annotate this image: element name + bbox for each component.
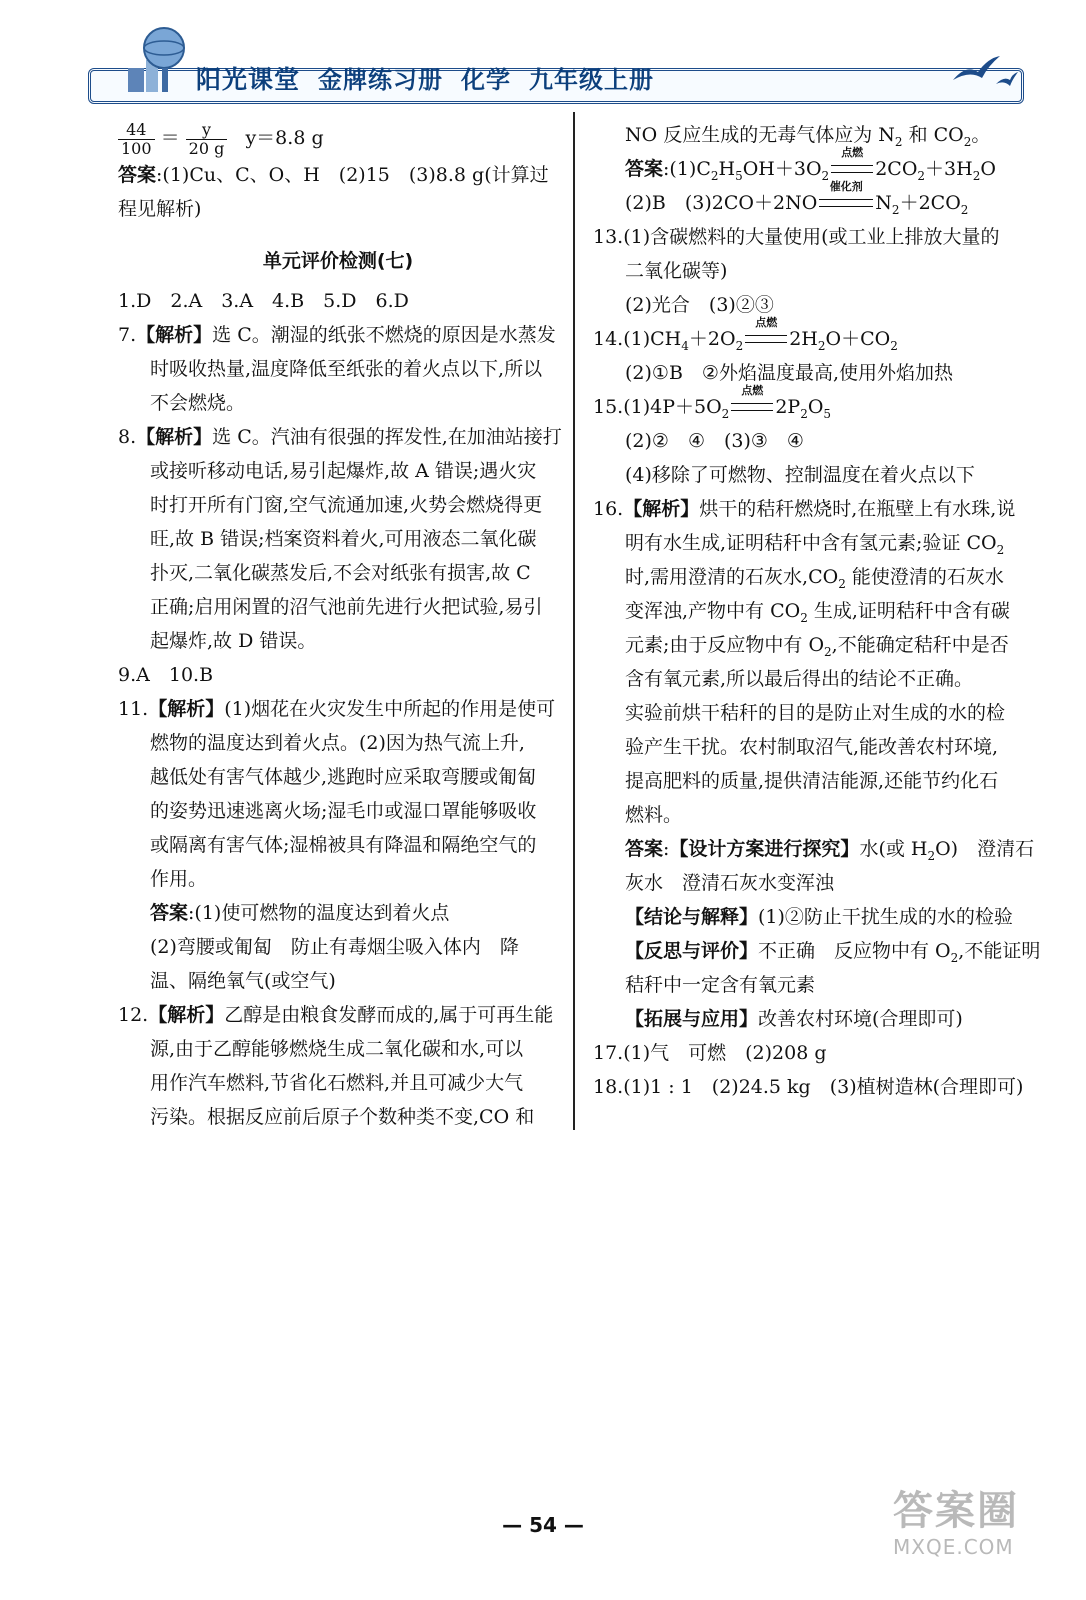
text: N (875, 192, 892, 214)
text: O (980, 158, 996, 180)
text-line: 实验前烘干秸秆的目的是防止对生成的水的检 (625, 702, 1006, 724)
text-line: 时,需用澄清的石灰水$,CO_2$ 能使澄清的石灰水 (625, 566, 1004, 591)
answers-9-10: 9.A 10.B (118, 664, 214, 686)
q14-equation: $14.(1)CH_4+2O_2$ 点燃 $2H_2O+CO_2$ (593, 316, 898, 353)
text: :(1)C (663, 158, 711, 180)
question-number: 12. (118, 1004, 149, 1026)
text: 生成,证明秸秆中含有碳 (807, 600, 1010, 622)
text: O) 澄清石 (935, 838, 1035, 860)
text-line: 起爆炸,故 D 错误。 (150, 630, 317, 652)
q13-line: 13.(1)含碳燃料的大量使用(或工业上排放大量的 (593, 226, 1000, 248)
section-title: 单元评价检测(七) (262, 250, 414, 272)
text-line: 用作汽车燃料,节省化石燃料,并且可减少大气 (150, 1072, 524, 1094)
text-line: 灰水 澄清石灰水变浑浊 (625, 872, 835, 894)
text: 能使澄清的石灰水 (845, 566, 1004, 588)
birds-icon (948, 50, 1018, 90)
reaction-condition: 点燃 (755, 316, 778, 329)
text-line: 提高肥料的质量,提供清洁能源,还能节约化石 (625, 770, 999, 792)
text: H (718, 158, 736, 180)
text-line: 或隔离有害气体;湿棉被具有降温和隔绝空气的 (150, 834, 537, 856)
q12-line (118, 998, 558, 1032)
text-line: 明有水生成,证明秸秆中含有氢元素;验证 $CO_2$ (625, 532, 1005, 557)
text: OH＋3O (742, 158, 822, 180)
numerator: y (186, 121, 228, 140)
q12-equation-2: (2)B (3)2CO＋2NO 催化剂 $N_2+2CO_2$ (625, 180, 969, 217)
text-line (593, 900, 1045, 934)
text-line: (2)② ④ (3)③ ④ (625, 430, 804, 452)
text-line: 烘干的秸秆燃烧时,在瓶壁上有水珠,说 (699, 498, 1016, 520)
text-line: 燃物的温度达到着火点。(2)因为热气流上升, (150, 732, 525, 754)
text-line: (1)烟花在火灾发生中所起的作用是使可 (224, 698, 556, 720)
q16-line (593, 492, 1045, 526)
answer-line (118, 158, 558, 192)
question-number: 8. (118, 426, 137, 448)
text: (2)B (3)2CO＋2NO (625, 192, 818, 214)
text: 14.(1)CH (593, 328, 682, 350)
text: 时,需用澄清的石灰水,CO (625, 566, 839, 588)
text: 2P (775, 396, 801, 418)
text-line (593, 1002, 1045, 1036)
q17-line: 17.(1)气 可燃 (2)208 g (593, 1042, 827, 1064)
grade-name: 九年级上册 (529, 66, 655, 94)
answer-text: (2)弯腰或匍匐 防止有毒烟尘吸入体内 降 (150, 936, 519, 958)
question-number: 7. (118, 324, 137, 346)
denominator: 20 g (188, 138, 225, 158)
text: O＋CO (825, 328, 891, 350)
header-title (196, 60, 654, 96)
q8-line (118, 420, 562, 454)
q11-line (118, 692, 558, 726)
q7-line (118, 318, 558, 352)
text-line: 乙醇是由粮食发酵而成的,属于可再生能 (224, 1004, 554, 1026)
calc-line: $\frac{44}{100}$ ＝ $\frac{y}{20 g}$ y＝8.8 g (118, 118, 558, 158)
analysis-tag: 【解析】 (136, 426, 213, 448)
q16-answer: 答案:【设计方案进行探究】水(或 $H_2O$) 澄清石 (625, 838, 1035, 863)
text-line: 元素;由于反应物中有 $O_2$,不能确定秸秆中是否 (625, 634, 1009, 659)
text: NO 反应生成的无毒气体应为 N (625, 124, 895, 146)
question-number: 11. (118, 698, 149, 720)
text-line: 含有氧元素,所以最后得出的结论不正确。 (625, 668, 974, 690)
page-header (78, 20, 1038, 110)
analysis-tag: 【解析】 (623, 498, 700, 520)
q18-line: 18.(1)1 : 1 (2)24.5 kg (3)植树造林(合理即可) (593, 1076, 1024, 1098)
text-line: 选 C。汽油有很强的挥发性,在加油站接打 (212, 426, 562, 448)
analysis-tag: 【解析】 (136, 324, 213, 346)
analysis-tag: 【解析】 (148, 698, 225, 720)
text-line: 时吸收热量,温度降低至纸张的着火点以下,所以 (150, 358, 543, 380)
text-line: 不会燃烧。 (150, 392, 246, 414)
answer-tag: 【拓展与应用】 (625, 1008, 759, 1030)
right-column (593, 118, 1045, 1104)
text-line: 正确;启用闲置的沼气池前先进行火把试验,易引 (150, 596, 543, 618)
text: 2H (789, 328, 818, 350)
fraction (186, 121, 228, 158)
answer-label: 答案 (625, 158, 664, 180)
q12-cont (593, 118, 1045, 152)
reaction-condition: 催化剂 (829, 180, 863, 193)
answer-tag: 【设计方案进行探究】 (669, 838, 860, 860)
answer-text-cont: 程见解析) (118, 198, 202, 220)
calc-result: y＝8.8 g (245, 127, 324, 149)
text: 水(或 H (859, 838, 928, 860)
text: 改善农村环境(合理即可) (758, 1008, 963, 1030)
text: 15.(1)4P＋5O (593, 396, 722, 418)
denominator: 100 (121, 138, 152, 158)
answer-tag: 【反思与评价】 (625, 940, 759, 962)
text-line: 旺,故 B 错误;档案资料着火,可用液态二氧化碳 (150, 528, 537, 550)
text: 元素;由于反应物中有 O (625, 634, 825, 656)
text-line: 变浑浊,产物中有 $CO_2$ 生成,证明秸秆中含有碳 (625, 600, 1010, 625)
book-name: 金牌练习册 (318, 66, 444, 94)
text: 不正确 反应物中有 O (758, 940, 951, 962)
text: ,不能证明 (958, 940, 1041, 962)
column-divider (573, 112, 575, 1130)
answer-text: :(1)使可燃物的温度达到着火点 (188, 902, 450, 924)
q11-answer (118, 896, 558, 930)
text-line: 燃料。 (625, 804, 683, 826)
watermark (893, 1488, 1065, 1588)
answer-label: 答案 (118, 164, 157, 186)
text: (1)②防止干扰生成的水的检验 (758, 906, 1013, 928)
watermark-url: MXQE.COM (893, 1535, 1014, 1559)
answer-label: 答案 (625, 838, 664, 860)
text-line: 验产生干扰。农村制取沼气,能改善农村环境, (625, 736, 999, 758)
subject-name: 化学 (461, 66, 512, 94)
reaction-arrow (729, 384, 775, 413)
answer-label: 答案 (150, 902, 189, 924)
q12-equation-1: 答案$:(1)C_2H_5OH+3O_2$ 点燃 $2CO_2+3H_2O$ (625, 146, 996, 183)
series-name: 阳光课堂 (196, 65, 301, 94)
question-number: 16. (593, 498, 624, 520)
answer-text: 温、隔绝氧气(或空气) (150, 970, 336, 992)
text: ＋3H (925, 158, 973, 180)
text: 和 CO (902, 124, 964, 146)
text-line: 时打开所有门窗,空气流通加速,火势会燃烧得更 (150, 494, 543, 516)
numerator: 44 (118, 121, 155, 140)
answer-text: :(1)Cu、C、O、H (2)15 (3)8.8 g(计算过 (156, 164, 549, 186)
text-line: 的姿势迅速逃离火场;湿毛巾或湿口罩能够吸收 (150, 800, 537, 822)
reaction-arrow (743, 316, 789, 345)
text-line: (2)光合 (3)②③ (625, 294, 774, 316)
text: O (807, 396, 824, 418)
q15-equation: $15.(1)4P+5O_2$ 点燃 $2P_2O_5$ (593, 384, 832, 421)
answers-1-6: 1.D 2.A 3.A 4.B 5.D 6.D (118, 290, 409, 312)
text-line: 秸秆中一定含有氧元素 (625, 974, 816, 996)
text-line: 源,由于乙醇能够燃烧生成二氧化碳和水,可以 (150, 1038, 524, 1060)
text: ＋2CO (899, 192, 961, 214)
text-line: 扑灭,二氧化碳蒸发后,不会对纸张有损害,故 C (150, 562, 531, 584)
text-line: (2)①B ②外焰温度最高,使用外焰加热 (625, 362, 953, 384)
text: ,不能确定秸秆中是否 (831, 634, 1009, 656)
text-line: 作用。 (150, 868, 208, 890)
text-line: 或接听移动电话,易引起爆炸,故 A 错误;遇火灾 (150, 460, 537, 482)
left-column (118, 118, 562, 1134)
text-line: 二氧化碳等) (625, 260, 728, 282)
text-line: 污染。根据反应前后原子个数种类不变,CO 和 (150, 1106, 535, 1128)
text: 2CO (875, 158, 918, 180)
globe-logo-icon (124, 24, 188, 96)
text-line: 越低处有害气体越少,逃跑时应采取弯腰或匍匐 (150, 766, 537, 788)
reaction-condition: 点燃 (841, 146, 864, 159)
reaction-condition: 点燃 (741, 384, 764, 397)
answer-tag: 【结论与解释】 (625, 906, 759, 928)
analysis-tag: 【解析】 (148, 1004, 225, 1026)
text: 。 (971, 124, 991, 146)
reaction-arrow (829, 146, 875, 175)
reaction-arrow (817, 180, 875, 209)
subscript: 2 (894, 134, 903, 149)
subscript: 2 (963, 134, 972, 149)
page-number: — 54 — (502, 1513, 584, 1537)
text-line: 选 C。潮湿的纸张不燃烧的原因是水蒸发 (212, 324, 556, 346)
text-line: 【反思与评价】不正确 反应物中有 $O_2$,不能证明 (625, 940, 1041, 965)
text: ＋2O (688, 328, 736, 350)
text: 变浑浊,产物中有 CO (625, 600, 801, 622)
fraction (118, 121, 155, 158)
text-line: (4)移除了可燃物、控制温度在着火点以下 (625, 464, 975, 486)
text: 明有水生成,证明秸秆中含有氢元素;验证 CO (625, 532, 997, 554)
watermark-text: 答案圈 (893, 1488, 1019, 1534)
